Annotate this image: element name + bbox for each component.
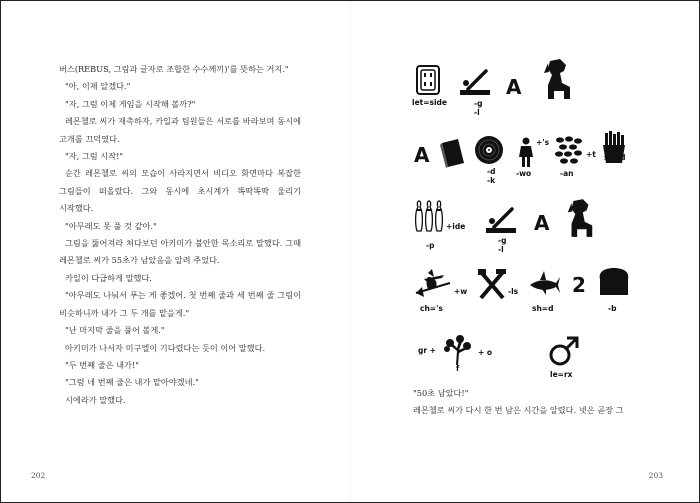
rebus-caption: -g — [498, 236, 507, 245]
rebus-caption: -k — [487, 176, 496, 185]
paragraph: 시에라가 말했다. — [65, 394, 126, 405]
outlet-icon — [416, 65, 440, 95]
rebus-caption: s=nd — [604, 153, 626, 162]
rebus-caption: +ide — [446, 222, 466, 231]
paragraph: 아키미가 나서자 미구엘이 기다렸다는 듯이 이어 말했다. — [65, 342, 266, 353]
record-icon — [474, 135, 504, 165]
paragraph: 버스(REBUS, 그림과 글자로 조합한 수수께끼)'를 뜻하는 거지." — [59, 64, 289, 74]
paragraph: "자, 그럼 이제 게임을 시작해 볼까?" — [65, 98, 196, 109]
paragraph: 그림을 뚫어져라 쳐다보던 아키미가 불안한 목소리로 말했다. 그때 레몬첼로 씨가 55초가 남았음을 알려 주었다. — [59, 238, 301, 266]
dog-icon — [540, 57, 574, 101]
book-icon — [440, 137, 466, 169]
page-number: 203 — [648, 471, 663, 480]
paragraph: "아무래도 못 풀 것 같아." — [65, 220, 157, 231]
left-page — [1, 1, 350, 502]
rebus-caption: gr + — [418, 346, 436, 355]
paragraph: "난 마지막 줄을 풀어 볼게." — [65, 325, 165, 336]
left-page-text — [59, 61, 301, 409]
tree-icon — [442, 335, 472, 365]
rebus-caption: -l — [474, 108, 480, 117]
rebus-caption: -b — [608, 304, 617, 313]
male-symbol-icon — [548, 335, 580, 367]
rebus-caption: let=side — [412, 98, 448, 107]
rebus-caption: + o — [478, 348, 493, 357]
rebus-caption: -wo — [516, 169, 532, 178]
rebus-caption: le=rx — [550, 370, 573, 379]
rebus-puzzle — [350, 1, 699, 401]
rebus-letter: A — [506, 75, 522, 99]
paragraph: "아, 이제 알겠다." — [65, 81, 131, 92]
dog-icon — [564, 197, 596, 239]
rebus-caption: f — [456, 364, 460, 373]
rebus-caption: -l — [498, 245, 504, 254]
rebus-caption: -g — [474, 99, 483, 108]
witch-icon — [414, 269, 452, 299]
rebus-caption: +w — [454, 287, 468, 296]
right-page-text — [413, 385, 683, 420]
paragraph: "자, 그럼 시작!" — [65, 151, 124, 162]
rebus-caption: -p — [426, 241, 435, 250]
bowling-pins-icon — [414, 199, 444, 233]
bat-ball-icon — [460, 67, 490, 95]
shark-icon — [528, 271, 560, 297]
bread-icon — [598, 267, 630, 297]
page-number: 202 — [31, 471, 46, 480]
paragraph: 순간 레몬첼로 씨의 모습이 사라지면서 비디오 화면마다 복잡한 그림들이 떠올랐다. 그와 동시에 초시계가 똑딱똑딱 울리기 시작했다. — [59, 168, 301, 214]
right-page — [350, 1, 699, 502]
paragraph: 레몬첼로 씨가 재촉하자, 카일과 팀원들은 서로를 바라보며 동시에 고개를 끄덕였다. — [59, 116, 301, 144]
paragraph: "50초 남았다!" — [413, 388, 469, 398]
rebus-number: 2 — [572, 273, 586, 297]
paragraph: "두 번째 줄은 내가!" — [65, 359, 139, 370]
rebus-caption: -d — [487, 167, 496, 176]
rebus-caption: -an — [560, 169, 574, 178]
rebus-letter: A — [534, 211, 550, 235]
rebus-caption: ch='s — [420, 304, 443, 313]
beans-icon — [554, 135, 584, 165]
paragraph: 레몬첼로 씨가 다시 한 번 남은 시간을 알렸다. 넷은 곧장 그 — [413, 405, 624, 416]
hammer-saw-icon — [478, 269, 506, 301]
bat-ball-icon — [486, 205, 516, 233]
paragraph: 카일이 다급하게 말했다. — [65, 272, 152, 283]
rebus-letter: A — [414, 143, 430, 167]
paragraph: "그럼 네 번째 줄은 내가 맡아야겠네." — [65, 377, 199, 388]
rebus-caption: sh=d — [532, 304, 554, 313]
paragraph: "아무래도 나눠서 푸는 게 좋겠어. 첫 번째 줄과 세 번째 줄 그림이 비슷하니까 내가 그 두 개를 맡을게." — [59, 290, 301, 318]
rebus-caption: +'s — [536, 138, 550, 147]
rebus-caption: -ls — [508, 287, 519, 296]
rebus-caption: +t — [586, 150, 596, 159]
woman-icon — [518, 137, 534, 167]
